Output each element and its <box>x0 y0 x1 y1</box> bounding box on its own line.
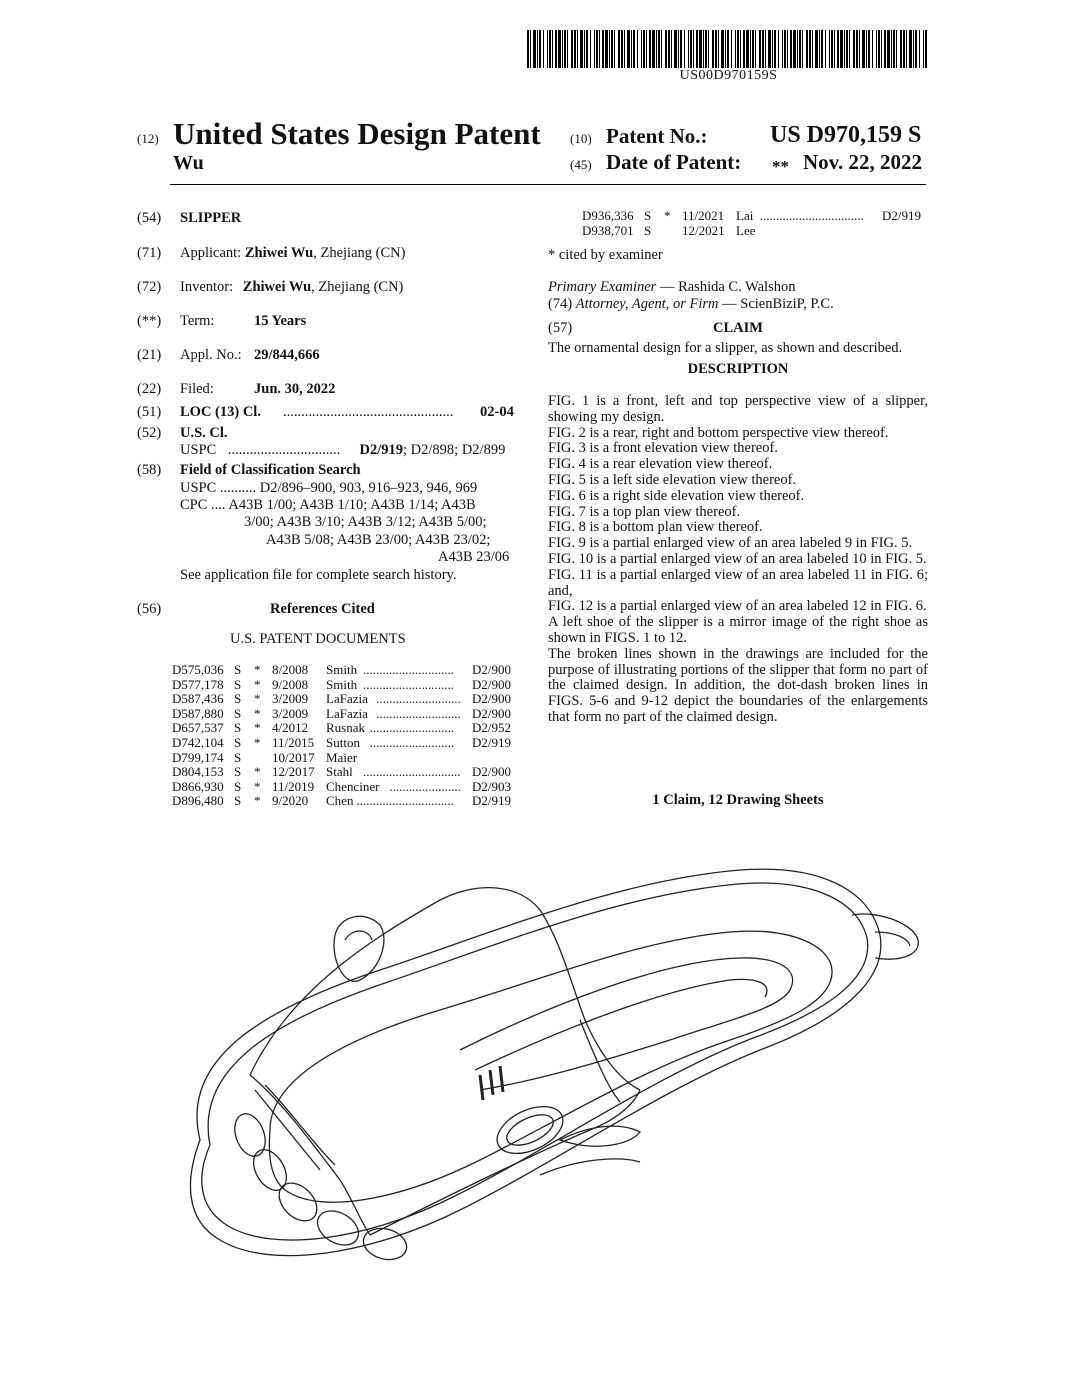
filed-value: Jun. 30, 2022 <box>254 381 336 397</box>
reference-class: D2/919 <box>472 735 511 750</box>
reference-dots: .......................... <box>369 720 455 736</box>
code-21: (21) <box>137 347 162 363</box>
reference-dots: ............................ <box>363 676 454 692</box>
reference-number: D657,537 <box>172 720 224 736</box>
reference-name: LaFazia <box>326 691 368 707</box>
desc-para: FIG. 7 is a top plan view thereof. <box>548 503 741 520</box>
desc-para: FIG. 9 is a partial enlarged view of an area labeled 9 in FIG. 5. <box>548 535 913 552</box>
patent-title: United States Design Patent <box>173 116 541 151</box>
reference-name: Chenciner <box>326 778 380 794</box>
us-cl-uspc <box>180 442 505 459</box>
us-patent-docs-head: U.S. PATENT DOCUMENTS <box>230 631 406 647</box>
attorney-name: — ScienBiziP, P.C. <box>718 296 834 312</box>
applicant-label: Applicant: <box>180 245 242 261</box>
reference-class: D2/919 <box>882 208 921 223</box>
reference-row <box>172 735 518 750</box>
reference-star: * <box>254 793 261 809</box>
reference-row <box>172 764 518 779</box>
us-cl-label: U.S. Cl. <box>180 425 228 441</box>
reference-dots: ................................ <box>759 208 864 223</box>
uspc-dots: ............................... <box>227 442 341 458</box>
barcode <box>527 30 930 68</box>
code-57: (57) <box>548 320 573 336</box>
reference-class: D2/919 <box>472 793 511 809</box>
code-71: (71) <box>137 245 162 261</box>
reference-name: Lai <box>736 208 754 223</box>
field-see: See application file for complete search history. <box>180 567 457 583</box>
attorney-label: Attorney, Agent, or Firm <box>575 296 719 312</box>
slipper-drawing <box>140 840 940 1340</box>
claim-text: The ornamental design for a slipper, as shown and described. <box>548 340 903 356</box>
reference-number: D577,178 <box>172 676 224 692</box>
code-54: (54) <box>137 210 162 226</box>
desc-para: FIG. 10 is a partial enlarged view of an area labeled 10 in FIG. 5. <box>548 550 927 567</box>
reference-star: * <box>254 662 261 677</box>
examiner-label: Primary Examiner <box>548 279 657 295</box>
reference-kind: S <box>234 691 242 707</box>
reference-row <box>172 677 518 692</box>
reference-kind: S <box>234 735 242 750</box>
reference-date: 12/2017 <box>272 764 315 780</box>
reference-row <box>172 793 518 808</box>
reference-class: D2/900 <box>472 705 511 721</box>
inventor-field <box>180 279 403 296</box>
reference-kind: S <box>234 676 242 692</box>
reference-kind: S <box>234 764 242 780</box>
claims-sheets-summary: 1 Claim, 12 Drawing Sheets <box>652 792 824 808</box>
reference-star: * <box>254 676 261 692</box>
reference-date: 10/2017 <box>272 749 315 765</box>
claim-heading: CLAIM <box>713 320 763 336</box>
reference-dots: ............................ <box>363 662 454 677</box>
date-mark: ** <box>772 157 789 176</box>
reference-dots: .......................... <box>376 705 461 721</box>
filed-label: Filed: <box>180 381 214 397</box>
reference-star: * <box>254 691 261 707</box>
reference-kind: S <box>234 793 242 809</box>
desc-para: FIG. 11 is a partial enlarged view of an area labeled 11 in FIG. 6; and, <box>548 566 928 599</box>
field-search-label: Field of Classification Search <box>180 462 361 478</box>
reference-date: 12/2021 <box>682 222 725 238</box>
code-58: (58) <box>137 462 162 478</box>
desc-para: FIG. 2 is a rear, right and bottom perspective view thereof. <box>548 424 889 441</box>
inventor-name: Zhiwei Wu <box>242 279 312 295</box>
reference-class: D2/900 <box>472 676 511 692</box>
cited-by-examiner: * cited by examiner <box>548 247 663 263</box>
reference-kind: S <box>234 662 242 677</box>
description-body <box>548 394 928 726</box>
date-label: Date of Patent: <box>606 150 742 174</box>
code-74: (74) <box>548 296 573 312</box>
reference-date: 9/2008 <box>272 676 309 692</box>
reference-row <box>172 662 518 677</box>
inventor-label: Inventor: <box>180 279 234 295</box>
header-rule <box>170 184 926 185</box>
field-uspc: USPC .......... D2/896–900, 903, 916–923, 946, 969 <box>180 480 478 496</box>
reference-date: 9/2020 <box>272 793 309 809</box>
uspc-main: D2/919 <box>359 442 404 458</box>
reference-kind: S <box>234 749 242 765</box>
reference-star: * <box>254 720 261 736</box>
inventor-location: , Zhejiang (CN) <box>311 279 404 295</box>
reference-number: D587,436 <box>172 691 224 707</box>
reference-name: Smith <box>326 676 358 692</box>
loc-value: 02-04 <box>480 404 514 420</box>
code-45: (45) <box>570 157 592 172</box>
reference-number: D742,104 <box>172 735 224 750</box>
reference-row <box>172 750 518 765</box>
attorney-line <box>548 296 834 313</box>
reference-kind: S <box>234 705 242 721</box>
reference-class: D2/900 <box>472 662 511 677</box>
reference-row <box>582 208 928 223</box>
code-56: (56) <box>137 601 162 617</box>
reference-dots: .......................... <box>369 735 455 750</box>
reference-date: 3/2009 <box>272 691 309 707</box>
reference-name: LaFazia <box>326 705 368 721</box>
patent-date: Nov. 22, 2022 <box>803 150 923 174</box>
reference-number: D896,480 <box>172 793 224 809</box>
code-22: (22) <box>137 381 162 397</box>
term-label: Term: <box>180 313 215 329</box>
reference-row <box>172 720 518 735</box>
desc-para: FIG. 6 is a right side elevation view thereof. <box>548 487 805 504</box>
barcode-number: US00D970159S <box>679 68 778 83</box>
reference-number: D804,153 <box>172 764 224 780</box>
reference-name: Sutton <box>326 735 360 750</box>
desc-para: The broken lines shown in the drawings are included for the purpose of illustrating portions of the slipper that form no part of the claimed design. In addition, the dot-dash broken lines in FIGS. 5-6 and 9-12 depict the boundaries of the enlargements that form no part of the claimed design. <box>548 645 928 725</box>
reference-star: * <box>254 764 261 780</box>
field-cpc-1: CPC .... A43B 1/00; A43B 1/10; A43B 1/14; A43B <box>180 497 476 513</box>
code-12: (12) <box>137 131 159 146</box>
reference-row <box>172 706 518 721</box>
reference-dots: .............................. <box>363 764 461 780</box>
reference-date: 8/2008 <box>272 662 309 677</box>
desc-para: FIG. 5 is a left side elevation view thereof. <box>548 471 797 488</box>
patent-no-label: Patent No.: <box>606 124 708 148</box>
reference-class: D2/952 <box>472 720 511 736</box>
loc-dots: ............................................... <box>283 404 454 420</box>
desc-para: FIG. 12 is a partial enlarged view of an area labeled 12 in FIG. 6. <box>548 598 927 615</box>
desc-para: FIG. 3 is a front elevation view thereof. <box>548 440 778 457</box>
reference-date: 11/2019 <box>272 778 315 794</box>
loc-label: LOC (13) Cl. <box>180 404 261 420</box>
reference-name: Stahl <box>326 764 353 780</box>
applicant-field <box>180 245 405 262</box>
reference-number: D938,701 <box>582 222 634 238</box>
reference-number: D587,880 <box>172 705 224 721</box>
reference-name: Chen <box>326 793 354 809</box>
uspc-label: USPC <box>180 442 217 458</box>
code-52: (52) <box>137 425 162 441</box>
field-cpc-4: A43B 23/06 <box>438 549 510 565</box>
term-value: 15 Years <box>254 313 307 329</box>
reference-name: Smith <box>326 662 358 677</box>
code-51: (51) <box>137 404 162 420</box>
applicant-location: , Zhejiang (CN) <box>313 245 406 261</box>
field-cpc-3: A43B 5/08; A43B 23/00; A43B 23/02; <box>266 532 491 548</box>
reference-class: D2/900 <box>472 691 511 707</box>
reference-star: * <box>254 705 261 721</box>
reference-name: Lee <box>736 222 756 238</box>
description-heading: DESCRIPTION <box>687 361 789 377</box>
reference-row <box>582 223 928 238</box>
reference-number: D799,174 <box>172 749 224 765</box>
reference-date: 3/2009 <box>272 705 309 721</box>
reference-star: * <box>254 735 261 750</box>
reference-kind: S <box>644 208 652 223</box>
reference-class: D2/900 <box>472 764 511 780</box>
reference-kind: S <box>644 222 652 238</box>
code-10: (10) <box>570 131 592 146</box>
appl-no-value: 29/844,666 <box>254 347 320 363</box>
reference-dots: .......................... <box>376 691 461 707</box>
desc-para: FIG. 4 is a rear elevation view thereof. <box>548 456 773 473</box>
refs-cited-head: References Cited <box>270 601 375 617</box>
reference-kind: S <box>234 720 242 736</box>
appl-no-label: Appl. No.: <box>180 347 242 363</box>
uspc-rest: ; D2/898; D2/899 <box>403 442 506 458</box>
reference-name: Maier <box>326 749 358 765</box>
field-cpc-2: 3/00; A43B 3/10; A43B 3/12; A43B 5/00; <box>244 514 487 530</box>
desc-para: FIG. 8 is a bottom plan view thereof. <box>548 519 763 536</box>
reference-number: D575,036 <box>172 662 224 677</box>
reference-name: Rusnak <box>326 720 365 736</box>
reference-number: D936,336 <box>582 208 634 223</box>
reference-row <box>172 691 518 706</box>
examiner-name: — Rashida C. Walshon <box>656 279 796 295</box>
reference-star: * <box>254 778 261 794</box>
examiner-line <box>548 279 795 296</box>
reference-date: 4/2012 <box>272 720 309 736</box>
desc-para: A left shoe of the slipper is a mirror image of the right shoe as shown in FIGS. 1 to 12. <box>548 614 928 646</box>
reference-row <box>172 779 518 794</box>
reference-number: D866,930 <box>172 778 224 794</box>
reference-dots: .............................. <box>356 793 454 809</box>
reference-dots: ...................... <box>389 778 461 794</box>
desc-para: FIG. 1 is a front, left and top perspective view of a slipper, showing my design. <box>548 393 928 425</box>
code-72: (72) <box>137 279 162 295</box>
reference-star: * <box>664 208 671 223</box>
patent-number: US D970,159 S <box>770 122 922 148</box>
reference-class: D2/903 <box>472 778 511 794</box>
reference-date: 11/2021 <box>682 208 725 223</box>
reference-kind: S <box>234 778 242 794</box>
reference-date: 11/2015 <box>272 735 315 750</box>
invention-title: SLIPPER <box>180 210 242 226</box>
code-term: (**) <box>137 313 162 329</box>
inventor-short: Wu <box>173 152 204 174</box>
applicant-name: Zhiwei Wu <box>244 245 314 261</box>
